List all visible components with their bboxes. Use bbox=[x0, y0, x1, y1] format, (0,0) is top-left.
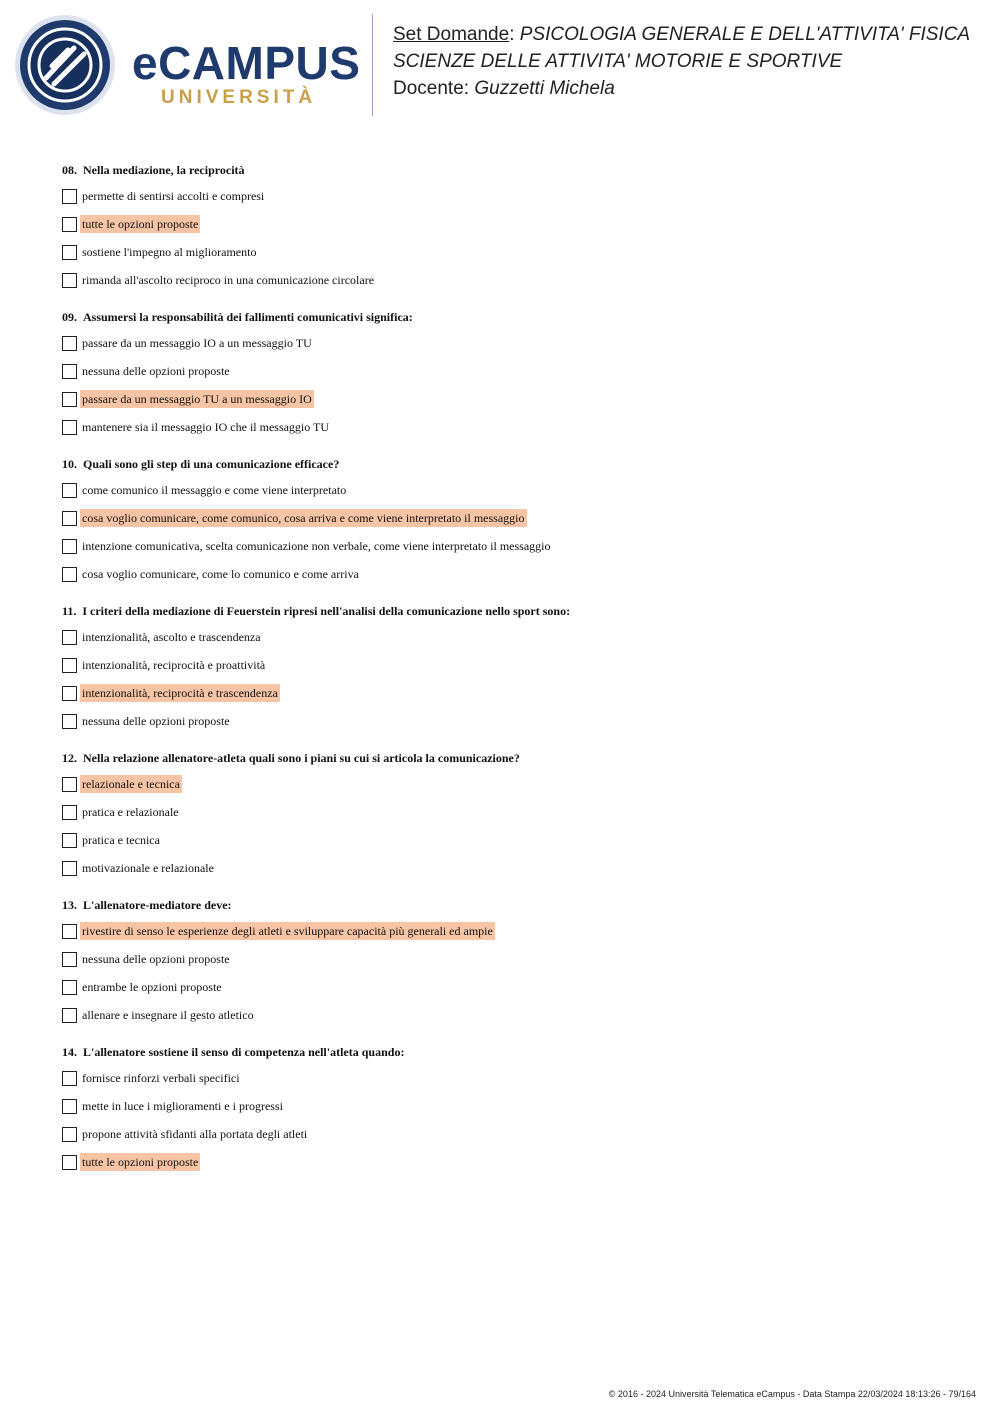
answer-checkbox[interactable] bbox=[62, 567, 77, 582]
answer-label: cosa voglio comunicare, come lo comunico e come arriva bbox=[82, 567, 359, 581]
question-title bbox=[62, 895, 962, 917]
set-label: Set Domande bbox=[393, 24, 510, 45]
answer-label: mette in luce i miglioramenti e i progressi bbox=[82, 1099, 283, 1113]
answer-checkbox[interactable] bbox=[62, 861, 77, 876]
answer-checkbox[interactable] bbox=[62, 217, 77, 232]
answer-label: permette di sentirsi accolti e compresi bbox=[82, 189, 265, 203]
page-header bbox=[0, 0, 1000, 130]
answer-label: propone attività sfidanti alla portata degli atleti bbox=[82, 1127, 308, 1141]
question-number: 12. bbox=[62, 751, 77, 765]
answer-checkbox[interactable] bbox=[62, 777, 77, 792]
answer-label: pratica e relazionale bbox=[82, 805, 179, 819]
answer-label: intenzionalità, reciprocità e proattività bbox=[82, 658, 266, 672]
answer-label: entrambe le opzioni proposte bbox=[82, 980, 222, 994]
question-block bbox=[62, 748, 962, 882]
answer-label: intenzionalità, ascolto e trascendenza bbox=[82, 630, 261, 644]
question-text: Nella relazione allenatore-atleta quali sono i piani su cui si articola la comunicazione? bbox=[83, 751, 520, 765]
answer-option[interactable] bbox=[62, 1148, 962, 1176]
question-title bbox=[62, 454, 962, 476]
answer-option[interactable] bbox=[62, 1064, 962, 1092]
answer-checkbox[interactable] bbox=[62, 1155, 77, 1170]
question-text: L'allenatore-mediatore deve: bbox=[83, 898, 232, 912]
answer-checkbox[interactable] bbox=[62, 336, 77, 351]
course-subtitle: SCIENZE DELLE ATTIVITA' MOTORIE E SPORTIVE bbox=[393, 51, 843, 72]
page-footer: © 2016 - 2024 Università Telematica eCampus - Data Stampa 22/03/2024 18:13:26 - 79/164 bbox=[608, 1389, 976, 1399]
answer-option[interactable] bbox=[62, 182, 962, 210]
question-number: 11. bbox=[62, 604, 77, 618]
answer-checkbox[interactable] bbox=[62, 952, 77, 967]
answer-checkbox[interactable] bbox=[62, 1071, 77, 1086]
answer-label-correct: tutte le opzioni proposte bbox=[82, 1155, 199, 1169]
answer-option[interactable] bbox=[62, 1120, 962, 1148]
question-block bbox=[62, 307, 962, 441]
question-text: Nella mediazione, la reciprocità bbox=[83, 163, 245, 177]
answer-label: passare da un messaggio IO a un messaggio TU bbox=[82, 336, 312, 350]
answer-option[interactable] bbox=[62, 560, 962, 588]
answer-label: nessuna delle opzioni proposte bbox=[82, 364, 230, 378]
answer-label-correct: intenzionalità, reciprocità e trascendenza bbox=[82, 686, 278, 700]
answer-checkbox[interactable] bbox=[62, 392, 77, 407]
answer-checkbox[interactable] bbox=[62, 658, 77, 673]
answer-option[interactable] bbox=[62, 770, 962, 798]
answer-label: fornisce rinforzi verbali specifici bbox=[82, 1071, 240, 1085]
question-title bbox=[62, 748, 962, 770]
question-number: 14. bbox=[62, 1045, 77, 1059]
question-list bbox=[62, 160, 962, 1189]
answer-label: mantenere sia il messaggio IO che il messaggio TU bbox=[82, 420, 330, 434]
answer-checkbox[interactable] bbox=[62, 980, 77, 995]
answer-label: nessuna delle opzioni proposte bbox=[82, 952, 230, 966]
answer-label: motivazionale e relazionale bbox=[82, 861, 214, 875]
answer-label: rimanda all'ascolto reciproco in una comunicazione circolare bbox=[82, 273, 375, 287]
answer-option[interactable] bbox=[62, 504, 962, 532]
question-block bbox=[62, 454, 962, 588]
question-title bbox=[62, 307, 962, 329]
answer-option[interactable] bbox=[62, 854, 962, 882]
answer-checkbox[interactable] bbox=[62, 189, 77, 204]
answer-checkbox[interactable] bbox=[62, 364, 77, 379]
teacher-name: Guzzetti Michela bbox=[474, 78, 615, 99]
answer-option[interactable] bbox=[62, 651, 962, 679]
answer-option[interactable] bbox=[62, 707, 962, 735]
answer-option[interactable] bbox=[62, 973, 962, 1001]
question-text: Quali sono gli step di una comunicazione efficace? bbox=[83, 457, 340, 471]
logo-subtitle: UNIVERSITÀ bbox=[161, 87, 317, 108]
answer-option[interactable] bbox=[62, 238, 962, 266]
question-block bbox=[62, 160, 962, 294]
answer-option[interactable] bbox=[62, 679, 962, 707]
question-title bbox=[62, 1042, 962, 1064]
logo-wordmark: eCAMPUS bbox=[132, 37, 361, 89]
answer-checkbox[interactable] bbox=[62, 630, 77, 645]
answer-checkbox[interactable] bbox=[62, 714, 77, 729]
answer-option[interactable] bbox=[62, 826, 962, 854]
answer-label-correct: tutte le opzioni proposte bbox=[82, 217, 199, 231]
answer-option[interactable] bbox=[62, 413, 962, 441]
answer-option[interactable] bbox=[62, 266, 962, 294]
answer-checkbox[interactable] bbox=[62, 805, 77, 820]
answer-checkbox[interactable] bbox=[62, 924, 77, 939]
header-info: Set Domande: PSICOLOGIA GENERALE E DELL'ATTIVITA' FISICA SCIENZE DELLE ATTIVITA' MOTORIE E SPORTIVE Docente: Guzzetti Michela bbox=[393, 24, 971, 99]
question-block bbox=[62, 1042, 962, 1176]
answer-label: nessuna delle opzioni proposte bbox=[82, 714, 230, 728]
answer-checkbox[interactable] bbox=[62, 483, 77, 498]
answer-checkbox[interactable] bbox=[62, 833, 77, 848]
answer-option[interactable] bbox=[62, 357, 962, 385]
answer-label: come comunico il messaggio e come viene interpretato bbox=[82, 483, 347, 497]
answer-option[interactable] bbox=[62, 798, 962, 826]
header-divider bbox=[372, 14, 373, 116]
teacher-label: Docente bbox=[393, 78, 464, 99]
answer-checkbox[interactable] bbox=[62, 1008, 77, 1023]
answer-checkbox[interactable] bbox=[62, 420, 77, 435]
answer-checkbox[interactable] bbox=[62, 511, 77, 526]
answer-option[interactable] bbox=[62, 210, 962, 238]
answer-option[interactable] bbox=[62, 329, 962, 357]
answer-option[interactable] bbox=[62, 623, 962, 651]
question-text: I criteri della mediazione di Feuerstein ripresi nell'analisi della comunicazione nello sport sono: bbox=[82, 604, 571, 618]
question-number: 13. bbox=[62, 898, 77, 912]
question-title bbox=[62, 601, 962, 623]
answer-label-correct: cosa voglio comunicare, come comunico, cosa arriva e come viene interpretato il messaggio bbox=[82, 511, 525, 525]
ecampus-emblem-logo bbox=[14, 14, 116, 116]
question-number: 10. bbox=[62, 457, 77, 471]
answer-label: intenzione comunicativa, scelta comunicazione non verbale, come viene interpretato il messaggio bbox=[82, 539, 551, 553]
answer-option[interactable] bbox=[62, 385, 962, 413]
answer-checkbox[interactable] bbox=[62, 686, 77, 701]
answer-option[interactable] bbox=[62, 945, 962, 973]
answer-checkbox[interactable] bbox=[62, 539, 77, 554]
question-number: 08. bbox=[62, 163, 77, 177]
answer-checkbox[interactable] bbox=[62, 1099, 77, 1114]
answer-label: sostiene l'impegno al miglioramento bbox=[82, 245, 257, 259]
answer-label-correct: rivestire di senso le esperienze degli atleti e sviluppare capacità più generali ed ampie bbox=[82, 924, 493, 938]
question-block bbox=[62, 895, 962, 1029]
question-block bbox=[62, 601, 962, 735]
answer-checkbox[interactable] bbox=[62, 273, 77, 288]
answer-option[interactable] bbox=[62, 532, 962, 560]
answer-checkbox[interactable] bbox=[62, 1127, 77, 1142]
answer-option[interactable] bbox=[62, 917, 962, 945]
answer-label: allenare e insegnare il gesto atletico bbox=[82, 1008, 254, 1022]
question-text: Assumersi la responsabilità dei fallimenti comunicativi significa: bbox=[83, 310, 413, 324]
answer-option[interactable] bbox=[62, 1092, 962, 1120]
answer-option[interactable] bbox=[62, 476, 962, 504]
question-text: L'allenatore sostiene il senso di competenza nell'atleta quando: bbox=[83, 1045, 405, 1059]
answer-checkbox[interactable] bbox=[62, 245, 77, 260]
answer-label: pratica e tecnica bbox=[82, 833, 160, 847]
answer-label-correct: passare da un messaggio TU a un messaggio IO bbox=[82, 392, 312, 406]
answer-option[interactable] bbox=[62, 1001, 962, 1029]
question-number: 09. bbox=[62, 310, 77, 324]
question-title bbox=[62, 160, 962, 182]
course-title: PSICOLOGIA GENERALE E DELL'ATTIVITA' FISICA bbox=[519, 24, 971, 45]
answer-label-correct: relazionale e tecnica bbox=[82, 777, 180, 791]
